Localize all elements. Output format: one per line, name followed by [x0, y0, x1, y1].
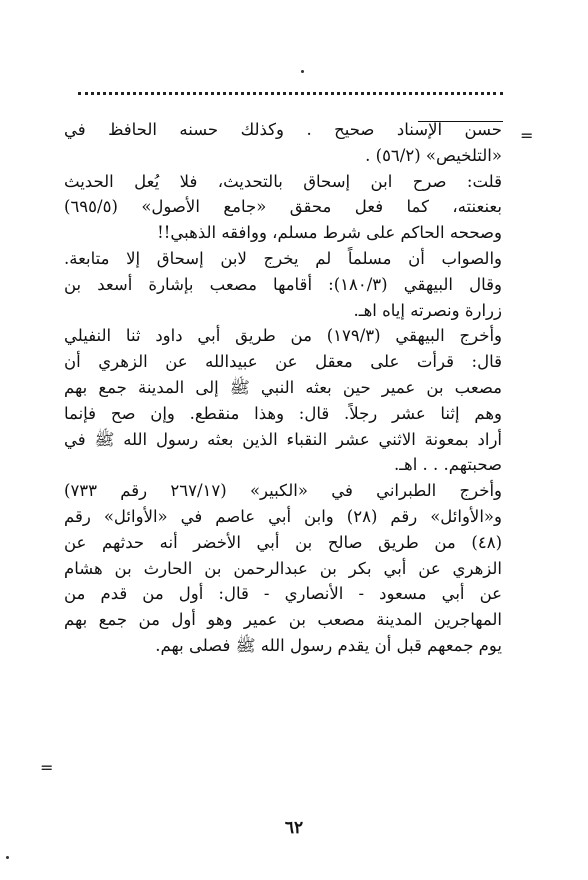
- text-line: عن أبي مسعود - الأنصاري - قال: أول من قدم من: [64, 584, 502, 604]
- text-line: حسن الإسناد صحيح . وكذلك حسنه الحافظ في: [64, 120, 502, 139]
- text-line: وقال البيهقي (١٨٠/٣): أقامها مصعب بإشارة أسعد بن: [64, 274, 502, 294]
- text-line: بعنعنته، كما فعل محقق «جامع الأصول» (٦٩٥/٥): [64, 197, 502, 217]
- text-line: وأخرج الطبراني في «الكبير» (٢٦٧/١٧ رقم ٧٣٣): [64, 481, 502, 501]
- text-line: يوم جمعهم قبل أن يقدم رسول الله ﷺ فصلى بهم.: [155, 635, 502, 655]
- text-line: (٤٨) من طريق صالح بن أبي الأخضر أنه حدثهم عن: [64, 532, 502, 552]
- scan-speck: [6, 856, 9, 859]
- page-number: ٦٢: [284, 818, 304, 838]
- dotted-separator: [78, 92, 503, 95]
- text-line: و«الأوائل» رقم (٢٨) وابن أبي عاصم في «الأوائل» رقم: [64, 506, 502, 526]
- text-line: المهاجرين المدينة مصعب بن عمير وهو أول من جمع بهم: [64, 610, 502, 630]
- scan-speck: [301, 70, 304, 73]
- text-line: قلت: صرح ابن إسحاق بالتحديث، فلا يُعل الحديث: [64, 171, 502, 191]
- text-line: قال: قرأت على معقل عن عبيدالله عن الزهري أن: [64, 352, 502, 372]
- text-line: وأخرج البيهقي (١٧٩/٣) من طريق أبي داود ثنا النفيلي: [64, 326, 502, 346]
- text-line: «التلخيص» (٥٦/٢) .: [365, 145, 502, 165]
- text-line: والصواب أن مسلماً لم يخرج لابن إسحاق إلا متابعة.: [64, 248, 502, 268]
- text-line: وهم إثنا عشر رجلاً. قال: وهذا منقطع. وإن صح فإنما: [64, 403, 502, 423]
- continuation-mark-top: =: [520, 126, 534, 145]
- text-line: زرارة ونصرته إياه اهـ.: [353, 300, 502, 320]
- text-line: مصعب بن عمير حين بعثه النبي ﷺ إلى المدينة جمع بهم: [64, 377, 502, 397]
- text-line: صحبتهم. . . اهـ.: [393, 455, 502, 475]
- continuation-mark-bottom: =: [40, 758, 54, 777]
- text-line: الزهري عن أبي بكر بن عبدالرحمن بن الحارث بن هشام: [64, 558, 502, 578]
- footnote-text: [64, 117, 502, 659]
- text-line: وصححه الحاكم على شرط مسلم، ووافقه الذهبي!!: [157, 223, 502, 243]
- text-line: أراد بمعونة الاثني عشر النقباء الذين بعثه رسول الله ﷺ في: [64, 429, 502, 449]
